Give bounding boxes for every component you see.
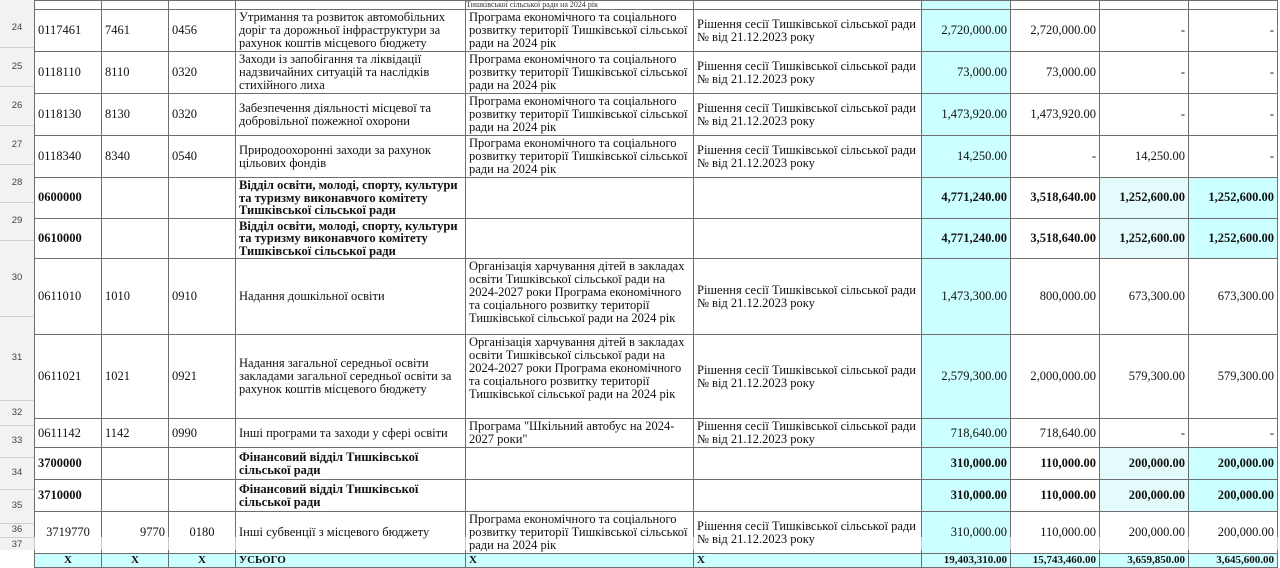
cell-kfkvk[interactable] (169, 178, 236, 219)
cell-kfkvk[interactable]: 0910 (169, 259, 236, 335)
table-row (35, 480, 1278, 512)
row-divider (0, 489, 34, 490)
cell-general-fund[interactable]: 110,000.00 (1011, 512, 1100, 554)
table-row (35, 94, 1278, 136)
cell-program[interactable]: Програма "Шкільний автобус на 2024-2027 роки" (466, 419, 694, 448)
cell-total-b[interactable]: X (102, 554, 169, 568)
cell-kfkvk[interactable]: 0320 (169, 94, 236, 136)
cell-decision[interactable] (694, 178, 922, 219)
column-guide (1277, 537, 1278, 550)
cell-tpkvk[interactable]: 7461 (102, 10, 169, 52)
cell-special-fund[interactable]: 200,000.00 (1100, 512, 1189, 554)
cell-general-fund[interactable]: 3,518,640.00 (1011, 178, 1100, 219)
cell-name[interactable]: Природоохоронні заходи за рахунок цільових фондів (236, 136, 466, 178)
column-guide (168, 537, 169, 550)
cell-decision[interactable]: Рішення сесії Тишківської сільської ради № від 21.12.2023 року (694, 419, 922, 448)
cell-total-v4[interactable]: 3,645,600.00 (1189, 554, 1278, 568)
budget-table (34, 0, 1278, 568)
cell-kfkvk[interactable]: 0540 (169, 136, 236, 178)
row-number[interactable]: 27 (11, 138, 23, 150)
cell-partial (102, 1, 169, 10)
cell-kpkvk[interactable]: 0118110 (35, 52, 102, 94)
row-number[interactable]: 25 (11, 60, 23, 72)
table-row (35, 448, 1278, 480)
cell-kpkvk[interactable]: 0611010 (35, 259, 102, 335)
cell-tpkvk[interactable] (102, 218, 169, 259)
cell-name[interactable]: Заходи із запобігання та ліквідації надзвичайних ситуацій та наслідків стихійного лиха (236, 52, 466, 94)
row-divider (0, 425, 34, 426)
row-divider (0, 164, 34, 165)
cell-name[interactable]: Надання загальної середньої освіти закладами загальної середньої освіти за рахунок коштів місцевого бюджету (236, 335, 466, 419)
row-number[interactable]: 36 (11, 524, 23, 535)
row-number[interactable]: 37 (11, 539, 23, 550)
cell-program[interactable]: Програма економічного та соціального розвитку території Тишківської сільської ради на 2024 рік (466, 512, 694, 554)
cell-total-v2[interactable]: 15,743,460.00 (1011, 554, 1100, 568)
cell-general-fund[interactable]: 2,720,000.00 (1011, 10, 1100, 52)
cell-total[interactable]: 2,720,000.00 (922, 10, 1011, 52)
table-row (35, 218, 1278, 259)
cell-general-fund[interactable]: 3,518,640.00 (1011, 218, 1100, 259)
cell-total[interactable]: 1,473,300.00 (922, 259, 1011, 335)
cell-development-budget[interactable]: 200,000.00 (1189, 512, 1278, 554)
cell-total-c[interactable]: X (169, 554, 236, 568)
row-number[interactable]: 31 (11, 352, 23, 363)
cell-special-fund[interactable]: 1,252,600.00 (1100, 178, 1189, 219)
row-number[interactable]: 29 (11, 215, 23, 226)
column-guide (1188, 537, 1189, 550)
cell-development-budget[interactable]: 1,252,600.00 (1189, 218, 1278, 259)
cell-total-name[interactable]: УСЬОГО (236, 554, 466, 568)
cell-general-fund[interactable]: 73,000.00 (1011, 52, 1100, 94)
cell-kfkvk[interactable]: 0456 (169, 10, 236, 52)
cell-total-v3[interactable]: 3,659,850.00 (1100, 554, 1189, 568)
cell-general-fund[interactable]: 1,473,920.00 (1011, 94, 1100, 136)
cell-total[interactable]: 4,771,240.00 (922, 218, 1011, 259)
cell-partial (1011, 1, 1100, 10)
column-guide (465, 537, 466, 550)
cell-decision[interactable]: Рішення сесії Тишківської сільської ради № від 21.12.2023 року (694, 259, 922, 335)
cell-general-fund[interactable]: - (1011, 136, 1100, 178)
cell-program[interactable]: Програма економічного та соціального розвитку території Тишківської сільської ради на 2024 рік (466, 10, 694, 52)
cell-kpkvk[interactable]: 0610000 (35, 218, 102, 259)
column-guide (921, 537, 922, 550)
cell-special-fund[interactable]: - (1100, 10, 1189, 52)
cell-partial (1100, 1, 1189, 10)
cell-total[interactable]: 4,771,240.00 (922, 178, 1011, 219)
cell-development-budget[interactable]: - (1189, 419, 1278, 448)
cell-development-budget[interactable]: - (1189, 52, 1278, 94)
cell-decision[interactable] (694, 480, 922, 512)
cell-tpkvk[interactable] (102, 448, 169, 480)
table-row (35, 419, 1278, 448)
cell-partial (35, 1, 102, 10)
cell-tpkvk[interactable]: 1142 (102, 419, 169, 448)
cell-decision[interactable] (694, 448, 922, 480)
cell-kpkvk[interactable]: 0611142 (35, 419, 102, 448)
cell-special-fund[interactable]: - (1100, 94, 1189, 136)
row-divider (0, 47, 34, 48)
cell-total-prog[interactable]: X (466, 554, 694, 568)
row-number[interactable]: 35 (11, 500, 23, 511)
cell-decision[interactable]: Рішення сесії Тишківської сільської ради № від 21.12.2023 року (694, 52, 922, 94)
row-divider (0, 537, 34, 538)
cell-kfkvk[interactable]: 0921 (169, 335, 236, 419)
cell-general-fund[interactable]: 110,000.00 (1011, 448, 1100, 480)
table-row (35, 512, 1278, 554)
cell-total[interactable]: 1,473,920.00 (922, 94, 1011, 136)
cell-program[interactable] (466, 448, 694, 480)
cell-partial (236, 1, 466, 10)
cell-tpkvk[interactable]: 8110 (102, 52, 169, 94)
cell-development-budget[interactable]: - (1189, 10, 1278, 52)
table-row-total (35, 554, 1278, 568)
cell-special-fund[interactable]: - (1100, 52, 1189, 94)
cell-partial (1189, 1, 1278, 10)
row-number[interactable]: 33 (11, 435, 23, 446)
cell-development-budget[interactable]: 200,000.00 (1189, 480, 1278, 512)
cell-total[interactable]: 2,579,300.00 (922, 335, 1011, 419)
cell-kpkvk[interactable]: 0118340 (35, 136, 102, 178)
column-guide (101, 537, 102, 550)
table-row (35, 178, 1278, 219)
column-guide (34, 537, 35, 550)
cell-special-fund[interactable]: 14,250.00 (1100, 136, 1189, 178)
cell-development-budget[interactable]: - (1189, 94, 1278, 136)
cell-kfkvk[interactable]: 0320 (169, 52, 236, 94)
cell-program[interactable]: Організація харчування дітей в закладах освіти Тишківської сільської ради на 2024-2027 роки Програма економічного та соціального розвитку території Тишківської сільської ради на 2024 рік (466, 259, 694, 335)
cell-tpkvk[interactable] (102, 178, 169, 219)
cell-decision[interactable]: Рішення сесії Тишківської сільської ради № від 21.12.2023 року (694, 94, 922, 136)
cell-tpkvk[interactable]: 8130 (102, 94, 169, 136)
cell-kpkvk[interactable]: 0600000 (35, 178, 102, 219)
cell-name[interactable]: Утримання та розвиток автомобільних доріг та дорожньої інфраструктури за рахунок коштів місцевого бюджету (236, 10, 466, 52)
cell-kpkvk[interactable]: 3719770 (35, 512, 102, 554)
cell-program[interactable]: Програма економічного та соціального розвитку території Тишківської сільської ради на 2024 рік (466, 52, 694, 94)
cell-kfkvk[interactable] (169, 218, 236, 259)
cell-kpkvk[interactable]: 3710000 (35, 480, 102, 512)
cell-general-fund[interactable]: 2,000,000.00 (1011, 335, 1100, 419)
cell-program[interactable]: Програма економічного та соціального розвитку території Тишківської сільської ради на 2024 рік (466, 136, 694, 178)
column-guide (1099, 537, 1100, 550)
row-number[interactable]: 26 (11, 99, 23, 111)
row-number[interactable]: 30 (11, 272, 23, 283)
cell-total[interactable]: 310,000.00 (922, 480, 1011, 512)
cell-tpkvk[interactable] (102, 480, 169, 512)
table-row (35, 10, 1278, 52)
cell-special-fund[interactable]: 579,300.00 (1100, 335, 1189, 419)
cell-kpkvk[interactable]: 0611021 (35, 335, 102, 419)
cell-tpkvk[interactable]: 9770 (102, 512, 169, 554)
cell-partial (694, 1, 922, 10)
cell-development-budget[interactable]: 200,000.00 (1189, 448, 1278, 480)
cell-name[interactable]: Фінансовий відділ Тишківської сільської ради (236, 480, 466, 512)
cell-total[interactable]: 14,250.00 (922, 136, 1011, 178)
cell-name[interactable]: Забезпечення діяльності місцевої та добровільної пожежної охорони (236, 94, 466, 136)
row-divider (0, 202, 34, 203)
cell-program[interactable] (466, 480, 694, 512)
column-guide (1010, 537, 1011, 550)
cell-total-a[interactable]: X (35, 554, 102, 568)
row-divider (0, 86, 34, 87)
row-number[interactable]: 34 (11, 467, 23, 478)
cell-kpkvk[interactable]: 0118130 (35, 94, 102, 136)
cell-decision[interactable]: Рішення сесії Тишківської сільської ради № від 21.12.2023 року (694, 335, 922, 419)
row-divider (0, 457, 34, 458)
cell-special-fund[interactable]: 200,000.00 (1100, 448, 1189, 480)
row-divider (0, 400, 34, 401)
cell-decision[interactable] (694, 218, 922, 259)
row-number[interactable]: 32 (11, 406, 23, 418)
cell-decision[interactable]: Рішення сесії Тишківської сільської ради № від 21.12.2023 року (694, 10, 922, 52)
cell-tpkvk[interactable]: 1010 (102, 259, 169, 335)
cell-special-fund[interactable]: 1,252,600.00 (1100, 218, 1189, 259)
cell-general-fund[interactable]: 110,000.00 (1011, 480, 1100, 512)
table-row (35, 259, 1278, 335)
cell-kfkvk[interactable] (169, 480, 236, 512)
cell-development-budget[interactable]: 673,300.00 (1189, 259, 1278, 335)
cell-general-fund[interactable]: 800,000.00 (1011, 259, 1100, 335)
cell-total-v1[interactable]: 19,403,310.00 (922, 554, 1011, 568)
column-guide (235, 537, 236, 550)
row-number[interactable]: 24 (11, 21, 23, 33)
cell-development-budget[interactable]: 1,252,600.00 (1189, 178, 1278, 219)
cell-kpkvk[interactable]: 3700000 (35, 448, 102, 480)
cell-special-fund[interactable]: 673,300.00 (1100, 259, 1189, 335)
cell-name[interactable]: Відділ освіти, молоді, спорту, культури та туризму виконавчого комітету Тишківської сільської ради (236, 178, 466, 219)
cell-program[interactable] (466, 218, 694, 259)
cell-tpkvk[interactable]: 8340 (102, 136, 169, 178)
cell-kfkvk[interactable] (169, 448, 236, 480)
cell-kfkvk[interactable]: 0180 (169, 512, 236, 554)
table-row (35, 136, 1278, 178)
table-row-partial (35, 1, 1278, 10)
cell-total-dec[interactable]: X (694, 554, 922, 568)
cell-name[interactable]: Інші субвенції з місцевого бюджету (236, 512, 466, 554)
table-row (35, 335, 1278, 419)
cell-name[interactable]: Відділ освіти, молоді, спорту, культури та туризму виконавчого комітету Тишківської сільської ради (236, 218, 466, 259)
cell-program[interactable]: Програма економічного та соціального розвитку території Тишківської сільської ради на 2024 рік (466, 94, 694, 136)
row-divider (0, 125, 34, 126)
cell-development-budget[interactable]: 579,300.00 (1189, 335, 1278, 419)
cell-program[interactable] (466, 178, 694, 219)
cell-total[interactable]: 718,640.00 (922, 419, 1011, 448)
cell-partial (922, 1, 1011, 10)
cell-partial (169, 1, 236, 10)
row-divider (0, 240, 34, 241)
column-guide (693, 537, 694, 550)
cell-kpkvk[interactable]: 0117461 (35, 10, 102, 52)
cell-kfkvk[interactable]: 0990 (169, 419, 236, 448)
cell-name[interactable]: Фінансовий відділ Тишківської сільської ради (236, 448, 466, 480)
cell-development-budget[interactable]: - (1189, 136, 1278, 178)
cell-partial: Тишківської сільської ради на 2024 рік (466, 1, 694, 10)
table-row (35, 52, 1278, 94)
cell-general-fund[interactable]: 718,640.00 (1011, 419, 1100, 448)
cell-total[interactable]: 73,000.00 (922, 52, 1011, 94)
cell-name[interactable]: Надання дошкільної освіти (236, 259, 466, 335)
cell-decision[interactable]: Рішення сесії Тишківської сільської ради № від 21.12.2023 року (694, 136, 922, 178)
cell-special-fund[interactable]: 200,000.00 (1100, 480, 1189, 512)
row-number[interactable]: 28 (11, 177, 23, 188)
cell-total[interactable]: 310,000.00 (922, 448, 1011, 480)
cell-name[interactable]: Інші програми та заходи у сфері освіти (236, 419, 466, 448)
cell-program[interactable]: Організація харчування дітей в закладах освіти Тишківської сільської ради на 2024-2027 роки Програма економічного та соціального розвитку території Тишківської сільської ради на 2024 рік (466, 335, 694, 419)
row-divider (0, 316, 34, 317)
cell-tpkvk[interactable]: 1021 (102, 335, 169, 419)
cell-total[interactable]: 310,000.00 (922, 512, 1011, 554)
cell-decision[interactable]: Рішення сесії Тишківської сільської ради № від 21.12.2023 року (694, 512, 922, 554)
cell-special-fund[interactable]: - (1100, 419, 1189, 448)
